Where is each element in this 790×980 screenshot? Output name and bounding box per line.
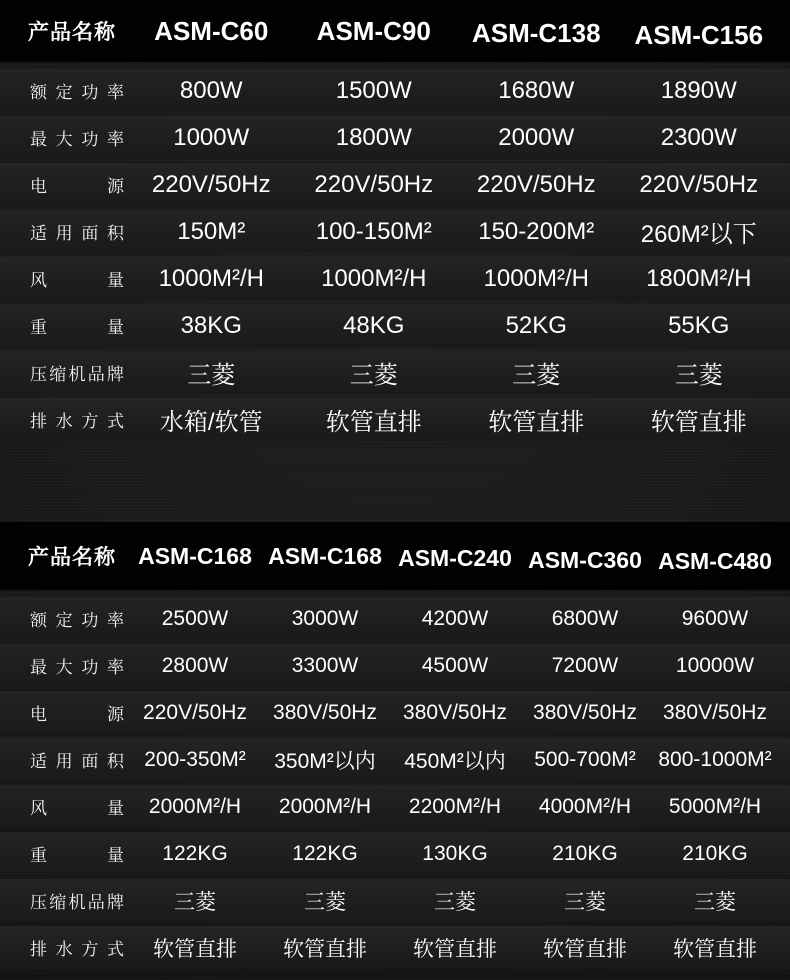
cell-value: 水箱/软管 xyxy=(159,409,263,436)
cell-value: 1890W xyxy=(660,76,737,104)
table-row xyxy=(0,832,790,875)
row-label: 排 水 方 式 xyxy=(30,940,124,959)
cell-value: 350M²以内 xyxy=(274,749,376,773)
cell-value: 450M²以内 xyxy=(404,749,506,773)
row-label: 压 缩 机 品 牌 xyxy=(30,365,124,384)
cell-value: 380V/50Hz xyxy=(273,700,377,724)
spec-table xyxy=(0,0,790,441)
table-row xyxy=(0,398,790,441)
cell-value: 100-150M² xyxy=(315,217,432,245)
cell-value: 三菱 xyxy=(187,362,236,389)
table-row xyxy=(0,163,790,206)
table-header-label: 产品名称 xyxy=(28,546,116,569)
cell-value: 4500W xyxy=(421,653,489,677)
cell-value: 150M² xyxy=(177,217,246,245)
cell-value: 2000M²/H xyxy=(278,794,372,818)
cell-value: 三菱 xyxy=(694,890,736,914)
row-label: 重 量 xyxy=(30,318,124,337)
cell-value: 1500W xyxy=(335,76,412,104)
table-row xyxy=(0,738,790,781)
table-header-row xyxy=(0,0,790,62)
cell-value: 三菱 xyxy=(674,362,723,389)
cell-value: 三菱 xyxy=(512,362,561,389)
cell-value: 1680W xyxy=(498,76,575,104)
cell-value: 210KG xyxy=(682,841,748,865)
cell-value: 4200W xyxy=(421,606,489,630)
cell-value: 150-200M² xyxy=(478,217,595,245)
product-name: ASM-C138 xyxy=(471,17,601,48)
cell-value: 10000W xyxy=(675,653,755,677)
cell-value: 4000M²/H xyxy=(538,794,632,818)
cell-value: 3000W xyxy=(291,606,359,630)
cell-value: 210KG xyxy=(552,841,618,865)
cell-value: 800-1000M² xyxy=(658,747,772,771)
table-header-row xyxy=(0,522,790,590)
cell-value: 软管直排 xyxy=(413,937,497,961)
cell-value: 9600W xyxy=(681,606,749,630)
cell-value: 2000M²/H xyxy=(148,794,242,818)
table-row xyxy=(0,69,790,112)
row-label: 电 源 xyxy=(30,177,124,196)
cell-value: 三菱 xyxy=(174,890,216,914)
cell-value: 122KG xyxy=(162,841,228,865)
product-name: ASM-C90 xyxy=(316,15,431,46)
cell-value: 1000W xyxy=(173,123,250,151)
cell-value: 三菱 xyxy=(349,362,398,389)
cell-value: 200-350M² xyxy=(144,747,246,771)
cell-value: 5000M²/H xyxy=(668,794,762,818)
cell-value: 软管直排 xyxy=(325,409,422,436)
cell-value: 软管直排 xyxy=(488,409,585,436)
product-name: ASM-C480 xyxy=(658,547,772,574)
table-rows xyxy=(0,69,790,441)
row-label: 适 用 面 积 xyxy=(30,752,124,771)
cell-value: 220V/50Hz xyxy=(639,170,759,198)
table-row xyxy=(0,257,790,300)
row-label: 额 定 功 率 xyxy=(30,83,124,102)
table-row xyxy=(0,691,790,734)
cell-value: 6800W xyxy=(551,606,619,630)
cell-value: 三菱 xyxy=(564,890,606,914)
cell-value: 2500W xyxy=(161,606,229,630)
table-row xyxy=(0,351,790,394)
cell-value: 380V/50Hz xyxy=(533,700,637,724)
cell-value: 软管直排 xyxy=(283,937,367,961)
cell-value: 122KG xyxy=(292,841,358,865)
table-row xyxy=(0,210,790,253)
cell-value: 1800M²/H xyxy=(646,264,752,292)
cell-value: 220V/50Hz xyxy=(314,170,434,198)
product-name: ASM-C156 xyxy=(634,19,764,50)
cell-value: 220V/50Hz xyxy=(476,170,596,198)
row-label: 风 量 xyxy=(30,799,124,818)
cell-value: 2800W xyxy=(161,653,229,677)
row-label: 最 大 功 率 xyxy=(30,658,124,677)
cell-value: 2000W xyxy=(498,123,575,151)
cell-value: 48KG xyxy=(343,311,405,339)
table-header-label: 产品名称 xyxy=(28,21,116,44)
row-label: 额 定 功 率 xyxy=(30,611,124,630)
cell-value: 380V/50Hz xyxy=(403,700,507,724)
cell-value: 38KG xyxy=(180,311,242,339)
cell-value: 软管直排 xyxy=(153,937,237,961)
cell-value: 380V/50Hz xyxy=(663,700,767,724)
table-row xyxy=(0,644,790,687)
table-row xyxy=(0,926,790,969)
cell-value: 软管直排 xyxy=(543,937,627,961)
cell-value: 800W xyxy=(179,76,243,104)
cell-value: 3300W xyxy=(291,653,359,677)
row-label: 适 用 面 积 xyxy=(30,224,124,243)
row-label: 排 水 方 式 xyxy=(30,412,124,431)
cell-value: 三菱 xyxy=(304,890,346,914)
table-row xyxy=(0,879,790,922)
product-name: ASM-C60 xyxy=(154,15,269,46)
row-label: 重 量 xyxy=(30,846,124,865)
cell-value: 1800W xyxy=(335,123,412,151)
cell-value: 130KG xyxy=(422,841,488,865)
cell-value: 55KG xyxy=(668,311,730,339)
table-row xyxy=(0,785,790,828)
table-row xyxy=(0,304,790,347)
table-row xyxy=(0,597,790,640)
cell-value: 220V/50Hz xyxy=(143,700,247,724)
row-label: 电 源 xyxy=(30,705,124,724)
product-name: ASM-C168 xyxy=(138,542,252,569)
spec-table xyxy=(0,522,790,969)
product-name: ASM-C168 xyxy=(268,542,382,569)
cell-value: 1000M²/H xyxy=(483,264,589,292)
cell-value: 软管直排 xyxy=(650,409,747,436)
cell-value: 三菱 xyxy=(434,890,476,914)
table-row xyxy=(0,116,790,159)
cell-value: 1000M²/H xyxy=(321,264,427,292)
cell-value: 软管直排 xyxy=(673,937,757,961)
row-label: 压 缩 机 品 牌 xyxy=(30,893,124,912)
cell-value: 2200M²/H xyxy=(408,794,502,818)
cell-value: 7200W xyxy=(551,653,619,677)
cell-value: 500-700M² xyxy=(534,747,636,771)
table-rows xyxy=(0,597,790,969)
cell-value: 220V/50Hz xyxy=(151,170,271,198)
cell-value: 2300W xyxy=(660,123,737,151)
cell-value: 1000M²/H xyxy=(158,264,264,292)
row-label: 风 量 xyxy=(30,271,124,290)
row-label: 最 大 功 率 xyxy=(30,130,124,149)
cell-value: 52KG xyxy=(505,311,567,339)
product-name: ASM-C240 xyxy=(398,544,512,571)
cell-value: 260M²以下 xyxy=(640,221,757,248)
product-name: ASM-C360 xyxy=(528,546,642,573)
